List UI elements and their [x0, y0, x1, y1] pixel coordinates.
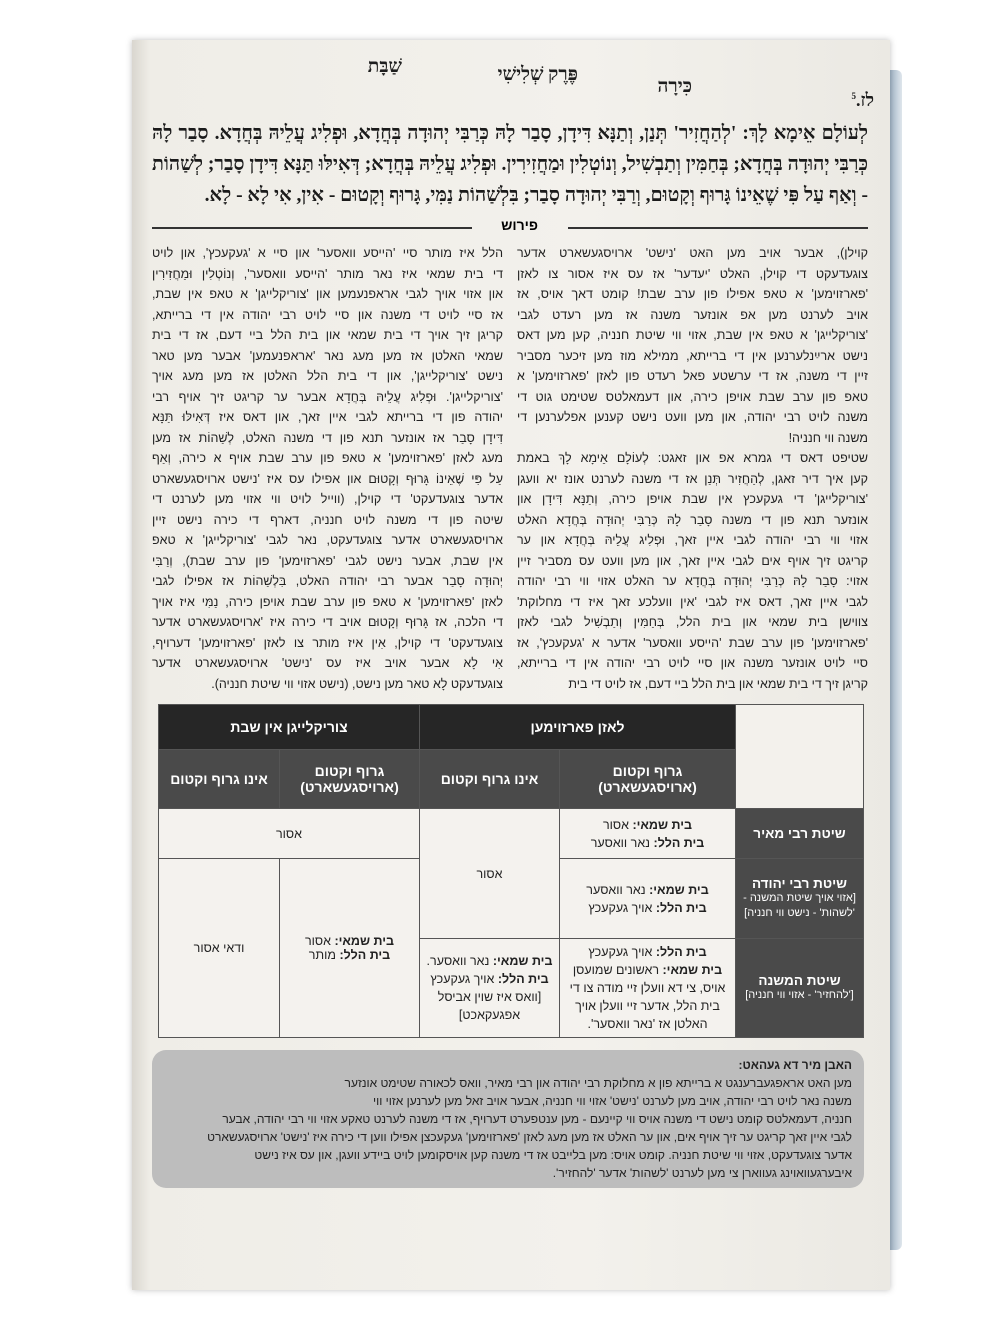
note-title: האבן מיר דא געהאט:: [738, 1058, 852, 1072]
gemara-line: לְעוֹלָם אֵימָא לָךְ: 'לְהַחֲזִיר' תְּנַן, וְתַנָּא דִּידָן, סָבַר לָהּ כְּרַבִּי יְהוּדָה בְּחֲדָא, וּפְלִיג עֲלֵיהּ בְּחֲדָא. סָבַר לָהּ: [152, 123, 868, 144]
commentary-line: שמאי האלטן אז מען מעג נאר 'אראפנעמען' אבער מען טאר: [152, 348, 503, 363]
commentary-line: משנה ווי חנניה!: [788, 430, 868, 445]
commentary-line: זיין די משנה, אז די ערשטע פאל רעדט פון לאזן 'פארזוימען' א: [517, 369, 868, 383]
header-leave: לאזן פארזוימען: [420, 705, 736, 750]
beis-shamai-label: בית שמאי:: [492, 954, 553, 968]
page-header: [152, 40, 874, 118]
commentary-line: די הלכה, אז גָּרוּף וְקָטוּם אויב די כירה איז 'ארויסגעשארט אדער: [152, 615, 503, 629]
beis-shamai-label: בית שמאי:: [334, 934, 395, 948]
subheader-return-garuf: גרוף וקטום (ארויסגעשארט): [280, 750, 420, 809]
cell-value: אויך געקעכץ: [588, 900, 653, 915]
commentary-left-column: [152, 243, 503, 694]
commentary-line: קען איך דיר זאגן, לְהַחֲזִיר תְּנַן אז די משנה לערנט אונז יא וועגן: [517, 471, 868, 486]
note-line: מען האט אראפגעברענגט א ברייתא פון א מחלוקת רבי יהודה און רבי מאיר, וואס לכאורה שטימט אונזער: [344, 1076, 852, 1090]
commentary-line: קריגן זיך די בית שמאי און בית הלל ביי דעם, אז לויט די בית: [568, 676, 868, 691]
commentary-line: אִי לָא אבער אויב איז עס 'נישט' ארויסגעשארט אדער: [152, 656, 503, 670]
row-note: ['להחזיר' - אזוי ווי חנניה]: [745, 989, 854, 1001]
commentary-line: נישט ארײַנלערנען אין די ברייתא, ממילא מוז מען זיכער מסביר: [517, 348, 868, 363]
commentary-line: אין שבת, אבער נישט לגבי 'פארזוימען' פון ערב שבת), וְרַבִּי: [152, 553, 503, 568]
commentary-line: קריגן זיך אויך די בית שמאי און בית הלל ביי דעם, אז די בית: [152, 328, 503, 342]
cell-value: אסור: [602, 817, 629, 832]
book-page: [132, 40, 890, 1290]
note-line: חנניה, דעמאלטס קומט נישט די משנה אויס ווי קיינעם - מען ענטפערט דערויף, אז די משנה לערנט טאקע אזוי ווי רבי יהודה, אבער: [222, 1112, 852, 1126]
beis-shamai-label: בית שמאי:: [662, 963, 723, 977]
note-lines: [164, 1074, 852, 1182]
cell-meir-leave-garuf: [560, 809, 736, 859]
commentary-line: 'צוריקלייגן'. וּפְלִיג עֲלֵיהּ בְּחֲדָא אבער ער קריגט זיך אויף רבי: [152, 389, 503, 404]
commentary-line: ארויסגעשארט אדער צוגעדעקט, נאר לגבי 'צוריקלייגן' א טאפ: [152, 533, 503, 547]
commentary-line: סיי לויט אונזער משנה און סיי לויט רבי יהודה אין די ברייתא,: [517, 656, 868, 670]
commentary-line: הלל איז מותר סיי 'הייסע וואסער' און סיי א 'געקעכץ', און לויט: [152, 246, 503, 260]
row-label: שיטת המשנה: [758, 973, 841, 988]
cell-meir-return: אסור: [159, 809, 420, 859]
commentary-line: די בית שמאי איז נאר מותר 'הייסע וואסער', וְנוֹטְלִין וּמַחֲזִירִין: [152, 266, 503, 281]
cell-return-not: ודאי אסור: [159, 859, 280, 1038]
commentary-line: צווישן בית שמאי און בית הלל, בְּחַמִּין וְתַבְשִׁיל לגבי לאזן: [517, 615, 868, 629]
cell-yehuda-leave-garuf: [560, 859, 736, 939]
commentary-line: יְהוּדָה סָבַר אבער רבי יהודה האלט, בִּלְשַׁהוֹת אז אפילו לגבי: [152, 574, 503, 588]
commentary-line: צוגעדעקט די קוילן, האלט 'יעדער' אז עס איז אסור צו לאזן: [517, 266, 868, 281]
cell-value: אסור: [304, 934, 331, 948]
commentary-line: 'צוריקלייגן' די געקעכץ אין שבת אויפן כירה, וְתַנָּא דִּידָן און: [517, 492, 868, 506]
row-label: שיטת רבי יהודה: [751, 876, 848, 891]
commentary-line: צוגעדעקט' די קוילן, אִין איז מותר צו לאזן 'פארזוימען' דערויף,: [152, 635, 503, 650]
commentary-line: טאפ פון ערב שבת אויפן כירה, און דעמאלטס שטימט גוט די: [517, 389, 868, 404]
cell-return-garuf: [280, 859, 420, 1038]
cell-value: אויך געקעכץ: [588, 945, 653, 959]
note-line: משנה נאר לויט רבי יהודה, אויב מען לערנט 'נישט' אזוי ווי חנניה, אבער אויב זאל מען לערנען אזוי ווי: [373, 1094, 852, 1108]
chapter-name: כִּירָה: [657, 76, 692, 97]
commentary-line: שיטה פון די משנה לויט חנניה, דארף די כירה נישט זיין: [152, 512, 503, 527]
cell-value: אויך געקעכץ [וואס איז שוין אביסל אפגעקאכט]: [430, 972, 542, 1022]
row-label-meir: [736, 809, 864, 859]
footnote-mark: 5: [851, 91, 857, 101]
note-line: אדער צוגעדעקט, אזוי ווי שיטת חנניה. קומט אויס: מען בלייבט אז די משנה קען אויסקומען לויט ביידע וועגן, און עס איז נישט: [254, 1148, 852, 1162]
commentary-line: אז סיי לויט די משנה און סיי לויט רבי יהודה אין די ברייתא,: [152, 307, 503, 322]
commentary-line: מעג לאזן 'פארזוימען' א טאפ פון ערב שבת אויף א כירה, וְאַף: [152, 451, 503, 465]
beis-hillel-label: בית הלל:: [653, 835, 705, 850]
cell-value: ראשונים שמועסן אויס, צי דא וועלן זיי מודה צו די בית הלל, אדער זיי וועלן אויך האלטן אז 'נאר וואסער'.: [569, 963, 726, 1031]
cell-value: מותר: [308, 948, 336, 962]
commentary-line: אונזער תנא פון די משנה סָבַר לָהּ כְּרַבִּי יְהוּדָה בְּחֲדָא האלט: [517, 512, 868, 527]
divider-line: [152, 227, 472, 229]
cell-mishna-leave-garuf: [560, 939, 736, 1038]
commentary-line: אזוי: סָבַר לָהּ כְּרַבִּי יְהוּדָה בְּחֲדָא ער האלט אזוי ווי רבי יהודה: [517, 574, 868, 588]
commentary-line: דִּידָן סָבַר אז אונזער תנא פון די משנה האלט, לְשַׁהוֹת אז מען: [152, 430, 503, 445]
row-label: שיטת רבי מאיר: [753, 826, 846, 841]
commentary-line: 'פארזוימען' פון ערב שבת 'הייסע וואסער' אדער א 'געקעכץ', אז: [517, 635, 868, 650]
header-return: צוריקלייגן אין שבת: [159, 705, 420, 750]
commentary-line: עַל פִּי שֶׁאֵינוֹ גָּרוּף וְקָטוּם און אפילו עס איז 'נישט ארויסגעשארט: [152, 471, 503, 486]
commentary-line: אויב לערנט מען אפ אונזער משנה אז מען רעדט לגבי: [517, 307, 868, 322]
commentary-line: נישט 'צוריקלייגן', און די בית הלל האלטן אז מען מעג אויך: [152, 369, 503, 383]
note-line: איבערגעוואוינג געווארן צי מען לערנט 'לשהות' אדער 'להחזיר'.: [552, 1166, 852, 1180]
cell-value: נאר וואסער: [586, 882, 646, 897]
note-line: לגבי איין זאך קריגט ער זיך אויף אים, און ער האלט אז מען מעג לאזן 'פארזוימען' געקעכצן אפילו ווען די כירה איז 'נישט' ארויסגעשארט: [207, 1130, 852, 1144]
commentary-line: צוגעדעקט לָא טאר מען נישט, (נישט אזוי ווי שיטת חנניה).: [211, 676, 503, 691]
commentary-line: אדער צוגעדעקט' די קוילן, (ווייל לויט ווי אזוי מען לערנט די: [152, 492, 503, 506]
commentary-line: לגבי איין זאך, דאס איז לגבי 'אין וועלכע זאך איז די מחלוקת': [517, 594, 868, 609]
commentary-title: פירוש: [501, 217, 538, 233]
commentary-line: 'פארזוימען' א טאפ אפילו פון ערב שבת! קומט דאך אויס, אז: [517, 287, 868, 301]
commentary-line: שטיפט דאס די גמרא אפ און זאגט: לְעוֹלָם אֵימָא לָךְ באמת: [517, 451, 868, 465]
row-label-yehuda: [736, 859, 864, 939]
cell-mishna-leave-not: [420, 939, 560, 1038]
chapter-title: פֶּרֶק שְׁלִישִׁי: [497, 64, 578, 85]
commentary-line: און אזוי אויך לגבי אראפנעמען און 'צוריקלייגן' א טאפ אין שבת,: [152, 287, 503, 301]
commentary-columns: [152, 243, 868, 694]
beis-shamai-label: בית שמאי:: [632, 817, 693, 832]
daf-number: [852, 90, 874, 111]
commentary-line: משנה לויט רבי יהודה, און מען וועט נישט קענען אפלערנען די: [517, 410, 868, 424]
beis-hillel-label: בית הלל:: [655, 900, 707, 915]
table-corner: [736, 705, 864, 809]
commentary-line: לאזן 'פארזוימען' א טאפ פון ערב שבת אויפן כירה, נַמִּי איז אויך: [152, 594, 503, 609]
commentary-line: 'צוריקלייגן' א טאפ אין שבת, אזוי ווי שיטת חנניה, קען מען דאס: [517, 328, 868, 342]
beis-hillel-label: בית הלל:: [655, 945, 707, 959]
subheader-return-not: אינו גרוף וקטום: [159, 750, 280, 809]
daf-label: לז.: [856, 90, 874, 110]
gemara-line: כְּרַבִּי יְהוּדָה בְּחֲדָא; בְּחַמִּין וְתַבְשִׁיל, וְנוֹטְלִין וּמַחֲזִירִין. וּפְלִיג עֲלֵיהּ בְּחֲדָא; דְּאִילּוּ תַּנָּא דִּידָן סָבַר; לְשַׁהוֹת: [152, 154, 868, 175]
gemara-text: [152, 118, 868, 211]
beis-hillel-label: בית הלל:: [339, 948, 391, 962]
subheader-leave-garuf: גרוף וקטום (ארויסגעשארט): [560, 750, 736, 809]
commentary-line: קריגט זיך אויף אים לגבי איין זאך, און מען וועט עס מסביר זיין: [517, 553, 868, 568]
commentary-line: אזוי ווי רבי יהודה לגבי איין זאך, וּפְלִיג עֲלֵיהּ בְּחֲדָא און ער: [517, 533, 868, 547]
commentary-line: יהודה פון די ברייתא לגבי איין זאך, און דאס איז דְּאִילּוּ תַּנָּא: [152, 410, 503, 424]
cell-value: נאר וואסער.: [426, 954, 490, 968]
commentary-right-column: [517, 243, 868, 694]
cell-leave-not-meir-yehuda: אסור: [420, 809, 560, 939]
row-note: [אזוי אויך שיטת המשנה - 'לשהות' - נישט ווי חנניה]: [743, 892, 856, 919]
commentary-line: קוילן), אבער אויב מען האט 'נישט' ארויסגעשארט אדער: [517, 246, 868, 260]
summary-table: [158, 704, 864, 1038]
row-label-mishna: [736, 939, 864, 1038]
summary-note-box: [152, 1050, 864, 1188]
commentary-divider: [152, 217, 868, 239]
beis-hillel-label: בית הלל:: [497, 972, 549, 986]
tractate-title: שַׁבָּת: [367, 56, 402, 77]
subheader-leave-not: אינו גרוף וקטום: [420, 750, 560, 809]
divider-line: [568, 227, 868, 229]
beis-shamai-label: בית שמאי:: [649, 882, 709, 897]
cell-value: נאר וואסער: [590, 835, 651, 850]
gemara-line: - וְאַף עַל פִּי שֶׁאֵינוֹ גָּרוּף וְקָטוּם, וְרַבִּי יְהוּדָה סָבַר; בִּלְשַׁהוֹת נַמִּי, גָּרוּף וְקָטוּם - אִין, אִי לָא - לָא.: [204, 185, 868, 206]
